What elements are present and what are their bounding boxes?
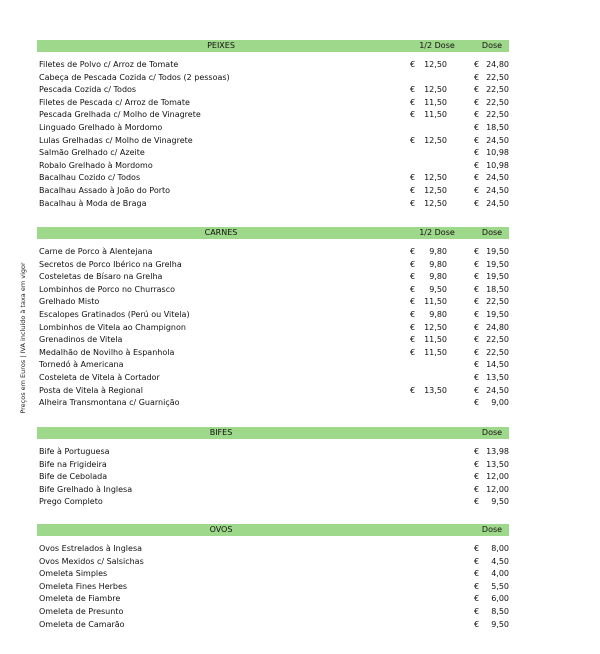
dose-price: 22,50 xyxy=(486,72,509,82)
menu-item xyxy=(37,84,509,97)
dose-price: 24,50 xyxy=(486,385,509,395)
half-dose-price: 11,50 xyxy=(424,97,447,107)
currency-symbol: € xyxy=(474,135,480,145)
dose-header: Dose xyxy=(481,428,503,437)
item-name: Grenadinos de Vitela xyxy=(39,335,123,345)
currency-symbol: € xyxy=(474,60,480,69)
currency-symbol: € xyxy=(474,122,480,132)
section-carnes xyxy=(37,227,509,410)
half-dose-price: 12,50 xyxy=(424,135,447,145)
menu-items xyxy=(37,543,509,631)
dose-price: 14,50 xyxy=(486,360,509,370)
currency-symbol: € xyxy=(410,309,416,319)
dose-price: 19,50 xyxy=(486,272,509,282)
item-name: Costeletas de Bísaro na Grelha xyxy=(39,272,163,282)
dose-price: 13,98 xyxy=(486,447,509,456)
dose-price: 22,50 xyxy=(486,297,509,307)
item-name: Costeleta de Vitela à Cortador xyxy=(39,372,160,382)
currency-symbol: € xyxy=(474,606,480,616)
currency-symbol: € xyxy=(474,297,480,307)
currency-symbol: € xyxy=(474,556,480,566)
menu-item xyxy=(37,385,509,398)
currency-symbol: € xyxy=(474,284,480,294)
menu-item xyxy=(37,397,509,410)
dose-price: 13,50 xyxy=(486,459,509,469)
item-name: Posta de Vitela à Regional xyxy=(39,385,143,395)
menu-item xyxy=(37,359,509,372)
menu-item xyxy=(37,109,509,122)
section-ovos xyxy=(37,524,509,631)
currency-symbol: € xyxy=(410,322,416,332)
currency-symbol: € xyxy=(474,385,480,395)
half-dose-header: 1/2 Dose xyxy=(419,228,455,237)
currency-symbol: € xyxy=(410,385,416,395)
item-name: Pescada Cozida c/ Todos xyxy=(39,85,137,95)
currency-symbol: € xyxy=(474,594,480,604)
currency-symbol: € xyxy=(474,398,480,408)
menu-item xyxy=(37,172,509,185)
item-name: Linguado Grelhado à Mordomo xyxy=(39,122,163,132)
menu-item xyxy=(37,122,509,135)
section-peixes xyxy=(37,40,509,210)
half-dose-price: 9,80 xyxy=(429,259,447,269)
dose-price: 19,50 xyxy=(486,309,509,319)
currency-symbol: € xyxy=(474,347,480,357)
section-header xyxy=(37,40,509,52)
currency-symbol: € xyxy=(474,160,480,170)
half-dose-price: 9,80 xyxy=(429,247,447,256)
currency-symbol: € xyxy=(410,135,416,145)
currency-symbol: € xyxy=(410,85,416,95)
currency-symbol: € xyxy=(474,97,480,107)
price-note: Preços em Euros | IVA incluído à taxa em vigor xyxy=(19,262,27,414)
menu-item xyxy=(37,160,509,173)
menu-item xyxy=(37,97,509,110)
menu-item xyxy=(37,284,509,297)
currency-symbol: € xyxy=(474,472,480,482)
menu-item xyxy=(37,147,509,160)
menu-item xyxy=(37,543,509,556)
half-dose-price: 11,50 xyxy=(424,347,447,357)
currency-symbol: € xyxy=(474,581,480,591)
dose-price: 19,50 xyxy=(486,259,509,269)
item-name: Lulas Grelhadas c/ Molho de Vinagrete xyxy=(39,135,193,145)
half-dose-price: 9,80 xyxy=(429,272,447,282)
dose-price: 12,00 xyxy=(486,484,509,494)
half-dose-price: 12,50 xyxy=(424,85,447,95)
currency-symbol: € xyxy=(474,198,480,208)
section-title: BIFES xyxy=(209,428,233,437)
menu-item xyxy=(37,334,509,347)
item-name: Filetes de Pescada c/ Arroz de Tomate xyxy=(39,97,190,107)
dose-header: Dose xyxy=(481,41,503,50)
currency-symbol: € xyxy=(474,569,480,579)
currency-symbol: € xyxy=(474,85,480,95)
item-name: Robalo Grelhado à Mordomo xyxy=(39,160,153,170)
currency-symbol: € xyxy=(410,173,416,183)
menu-items xyxy=(37,246,509,410)
currency-symbol: € xyxy=(474,619,480,629)
item-name: Prego Completo xyxy=(39,497,103,507)
dose-price: 10,98 xyxy=(486,148,509,158)
dose-price: 18,50 xyxy=(486,284,509,294)
dose-price: 24,80 xyxy=(486,60,509,69)
dose-price: 8,50 xyxy=(491,606,509,616)
menu-item xyxy=(37,496,509,509)
menu-item xyxy=(37,581,509,594)
half-dose-price: 9,80 xyxy=(429,309,447,319)
currency-symbol: € xyxy=(474,322,480,332)
item-name: Carne de Porco à Alentejana xyxy=(39,247,153,256)
currency-symbol: € xyxy=(410,284,416,294)
item-name: Bife na Frigideira xyxy=(39,459,107,469)
item-name: Pescada Grelhada c/ Molho de Vinagrete xyxy=(39,110,201,120)
dose-price: 9,50 xyxy=(491,619,509,629)
menu-item xyxy=(37,135,509,148)
menu-item xyxy=(37,446,509,459)
dose-price: 9,00 xyxy=(491,398,509,408)
dose-price: 13,50 xyxy=(486,372,509,382)
currency-symbol: € xyxy=(410,60,416,69)
menu-item xyxy=(37,619,509,632)
menu-item xyxy=(37,484,509,497)
item-name: Bacalhau Cozido c/ Todos xyxy=(39,173,141,183)
item-name: Tornedó à Americana xyxy=(39,360,124,370)
currency-symbol: € xyxy=(474,185,480,195)
currency-symbol: € xyxy=(474,259,480,269)
item-name: Medalhão de Novilho à Espanhola xyxy=(39,347,175,357)
currency-symbol: € xyxy=(410,259,416,269)
item-name: Salmão Grelhado c/ Azeite xyxy=(39,148,145,158)
item-name: Escalopes Gratinados (Perú ou Vitela) xyxy=(39,309,190,319)
dose-price: 24,50 xyxy=(486,198,509,208)
item-name: Lombinhos de Porco no Churrasco xyxy=(39,284,176,294)
item-name: Ovos Mexidos c/ Salsichas xyxy=(39,556,144,566)
currency-symbol: € xyxy=(474,360,480,370)
currency-symbol: € xyxy=(474,372,480,382)
dose-price: 5,50 xyxy=(491,581,509,591)
item-name: Omeleta Simples xyxy=(39,569,108,579)
menu-item xyxy=(37,271,509,284)
currency-symbol: € xyxy=(410,347,416,357)
section-header xyxy=(37,427,509,439)
half-dose-price: 12,50 xyxy=(424,185,447,195)
item-name: Bife Grelhado à Inglesa xyxy=(39,484,133,494)
dose-price: 24,50 xyxy=(486,185,509,195)
menu-item xyxy=(37,459,509,472)
dose-price: 18,50 xyxy=(486,122,509,132)
currency-symbol: € xyxy=(410,272,416,282)
section-bifes xyxy=(37,427,509,509)
menu-item xyxy=(37,296,509,309)
menu-item xyxy=(37,309,509,322)
item-name: Filetes de Polvo c/ Arroz de Tomate xyxy=(39,60,179,69)
item-name: Omeleta de Presunto xyxy=(39,606,124,616)
currency-symbol: € xyxy=(474,309,480,319)
menu-item xyxy=(37,471,509,484)
item-name: Omeleta Fines Herbes xyxy=(39,581,128,591)
dose-price: 22,50 xyxy=(486,335,509,345)
half-dose-header: 1/2 Dose xyxy=(419,41,455,50)
item-name: Bacalhau Assado à João do Porto xyxy=(39,185,171,195)
half-dose-price: 12,50 xyxy=(424,198,447,208)
currency-symbol: € xyxy=(474,447,480,456)
currency-symbol: € xyxy=(474,272,480,282)
section-header xyxy=(37,524,509,536)
menu-item xyxy=(37,185,509,198)
menu-item xyxy=(37,606,509,619)
menu-item xyxy=(37,322,509,335)
item-name: Ovos Estrelados à Inglesa xyxy=(39,544,143,553)
currency-symbol: € xyxy=(474,173,480,183)
section-title: PEIXES xyxy=(207,41,235,50)
menu-item xyxy=(37,198,509,211)
item-name: Lombinhos de Vitela ao Champignon xyxy=(39,322,186,332)
half-dose-price: 11,50 xyxy=(424,297,447,307)
item-name: Omeleta de Fiambre xyxy=(39,594,121,604)
menu-items xyxy=(37,59,509,210)
currency-symbol: € xyxy=(474,335,480,345)
currency-symbol: € xyxy=(410,335,416,345)
currency-symbol: € xyxy=(410,247,416,256)
item-name: Secretos de Porco Ibérico na Grelha xyxy=(39,259,182,269)
item-name: Alheira Transmontana c/ Guarnição xyxy=(39,398,180,408)
currency-symbol: € xyxy=(410,97,416,107)
section-title: OVOS xyxy=(209,525,233,534)
dose-header: Dose xyxy=(481,525,503,534)
menu-item xyxy=(37,59,509,72)
menu-item xyxy=(37,72,509,85)
currency-symbol: € xyxy=(474,247,480,256)
menu-item xyxy=(37,593,509,606)
half-dose-price: 11,50 xyxy=(424,110,447,120)
dose-price: 12,00 xyxy=(486,472,509,482)
currency-symbol: € xyxy=(474,484,480,494)
currency-symbol: € xyxy=(410,297,416,307)
currency-symbol: € xyxy=(474,110,480,120)
dose-header: Dose xyxy=(481,228,503,237)
dose-price: 24,80 xyxy=(486,322,509,332)
item-name: Bife à Portuguesa xyxy=(39,447,110,456)
dose-price: 4,00 xyxy=(491,569,509,579)
menu-item xyxy=(37,259,509,272)
half-dose-price: 13,50 xyxy=(424,385,447,395)
half-dose-price: 12,50 xyxy=(424,322,447,332)
half-dose-price: 9,50 xyxy=(429,284,447,294)
dose-price: 22,50 xyxy=(486,85,509,95)
menu-item xyxy=(37,246,509,259)
half-dose-price: 12,50 xyxy=(424,60,447,69)
currency-symbol: € xyxy=(410,110,416,120)
dose-price: 22,50 xyxy=(486,97,509,107)
dose-price: 8,00 xyxy=(491,544,509,553)
menu-item xyxy=(37,372,509,385)
dose-price: 24,50 xyxy=(486,173,509,183)
dose-price: 9,50 xyxy=(491,497,509,507)
currency-symbol: € xyxy=(474,497,480,507)
menu-items xyxy=(37,446,509,509)
currency-symbol: € xyxy=(410,198,416,208)
dose-price: 22,50 xyxy=(486,110,509,120)
half-dose-price: 12,50 xyxy=(424,173,447,183)
currency-symbol: € xyxy=(474,72,480,82)
section-header xyxy=(37,227,509,239)
item-name: Bacalhau à Moda de Braga xyxy=(39,198,147,208)
currency-symbol: € xyxy=(474,459,480,469)
section-title: CARNES xyxy=(204,228,238,237)
dose-price: 4,50 xyxy=(491,556,509,566)
item-name: Cabeça de Pescada Cozida c/ Todos (2 pessoas) xyxy=(39,72,230,82)
dose-price: 22,50 xyxy=(486,347,509,357)
currency-symbol: € xyxy=(410,185,416,195)
menu-item xyxy=(37,556,509,569)
item-name: Bife de Cebolada xyxy=(39,472,108,482)
currency-symbol: € xyxy=(474,148,480,158)
menu-item xyxy=(37,347,509,360)
half-dose-price: 11,50 xyxy=(424,335,447,345)
item-name: Grelhado Misto xyxy=(39,297,100,307)
dose-price: 6,00 xyxy=(491,594,509,604)
dose-price: 24,50 xyxy=(486,135,509,145)
dose-price: 10,98 xyxy=(486,160,509,170)
currency-symbol: € xyxy=(474,544,480,553)
menu-item xyxy=(37,568,509,581)
item-name: Omeleta de Camarão xyxy=(39,619,125,629)
dose-price: 19,50 xyxy=(486,247,509,256)
